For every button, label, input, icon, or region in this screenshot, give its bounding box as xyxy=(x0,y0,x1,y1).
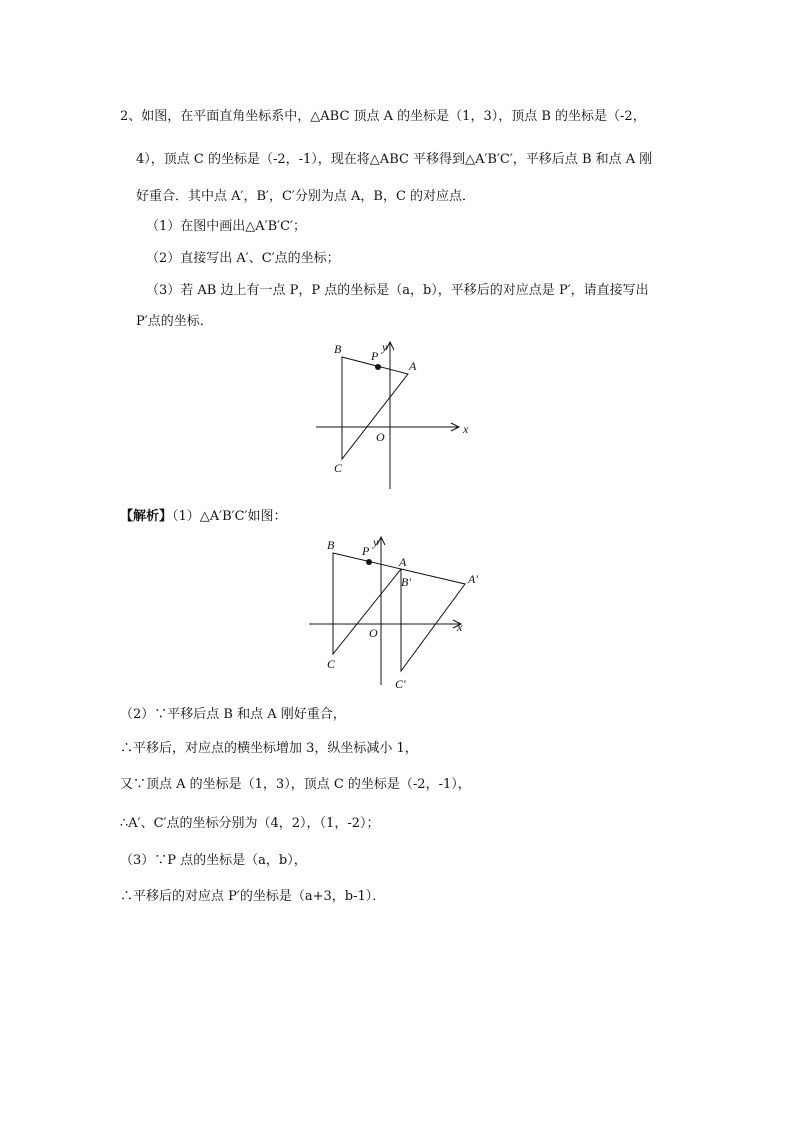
label-p: P xyxy=(362,544,370,558)
figure-original-triangle xyxy=(310,335,480,495)
label-c-prime: C′ xyxy=(395,677,406,691)
point-p xyxy=(366,559,372,565)
label-b: B xyxy=(334,342,342,356)
label-c: C xyxy=(334,461,343,475)
problem-line-3: 好重合．其中点 A′，B′，C′分别为点 A，B，C 的对应点． xyxy=(136,189,476,204)
problem-line-1: 2、如图，在平面直角坐标系中，△ABC 顶点 A 的坐标是（1，3），顶点 B 的坐标是（-2， xyxy=(120,109,646,124)
label-x: x xyxy=(457,620,463,634)
label-a-prime: A′ xyxy=(468,572,478,586)
question-3: （3）若 AB 边上有一点 P，P 点的坐标是（a，b），平移后的对应点是 P′，请直接写出 xyxy=(146,283,649,298)
label-y: y xyxy=(382,340,388,354)
label-o: O xyxy=(376,430,385,444)
label-a: A xyxy=(399,555,407,569)
solution-line-6: ∴平移后的对应点 P′的坐标是（a+3，b-1）． xyxy=(120,889,386,904)
question-3-cont: P′点的坐标． xyxy=(136,314,213,329)
solution-line-3: 又∵顶点 A 的坐标是（1，3），顶点 C 的坐标是（-2，-1）， xyxy=(120,777,471,792)
label-b: B xyxy=(327,538,335,552)
problem-line-2: 4），顶点 C 的坐标是（-2，-1），现在将△ABC 平移得到△A′B′C′，平移后点 B 和点 A 刚 xyxy=(136,152,653,167)
label-x: x xyxy=(463,422,469,436)
label-a: A xyxy=(409,359,417,373)
solution-line-5: （3）∵P 点的坐标是（a，b）， xyxy=(120,853,307,868)
solution-header xyxy=(120,508,287,526)
triangle-abc xyxy=(342,357,408,459)
solution-line-4: ∴A′、C′点的坐标分别为（4，2），（1，-2）； xyxy=(120,816,380,831)
label-y: y xyxy=(373,535,379,549)
question-1: （1）在图中画出△A′B′C′； xyxy=(146,219,307,234)
solution-line-2: ∴平移后，对应点的横坐标增加 3，纵坐标减小 1， xyxy=(120,741,418,756)
label-b-prime: B′ xyxy=(401,575,411,589)
label-p: P xyxy=(371,349,379,363)
point-p xyxy=(375,364,381,370)
label-o: O xyxy=(369,626,378,640)
question-2: （2）直接写出 A′、C′点的坐标； xyxy=(146,251,340,266)
solution-heading: 【解析】 xyxy=(120,509,173,524)
triangle-abc xyxy=(333,553,401,654)
solution-part-1: （1）△A′B′C′如图： xyxy=(172,509,287,524)
figure-translated-triangle xyxy=(303,530,493,700)
solution-line-1: （2）∵平移后点 B 和点 A 刚好重合， xyxy=(120,707,346,722)
label-c: C xyxy=(327,657,336,671)
